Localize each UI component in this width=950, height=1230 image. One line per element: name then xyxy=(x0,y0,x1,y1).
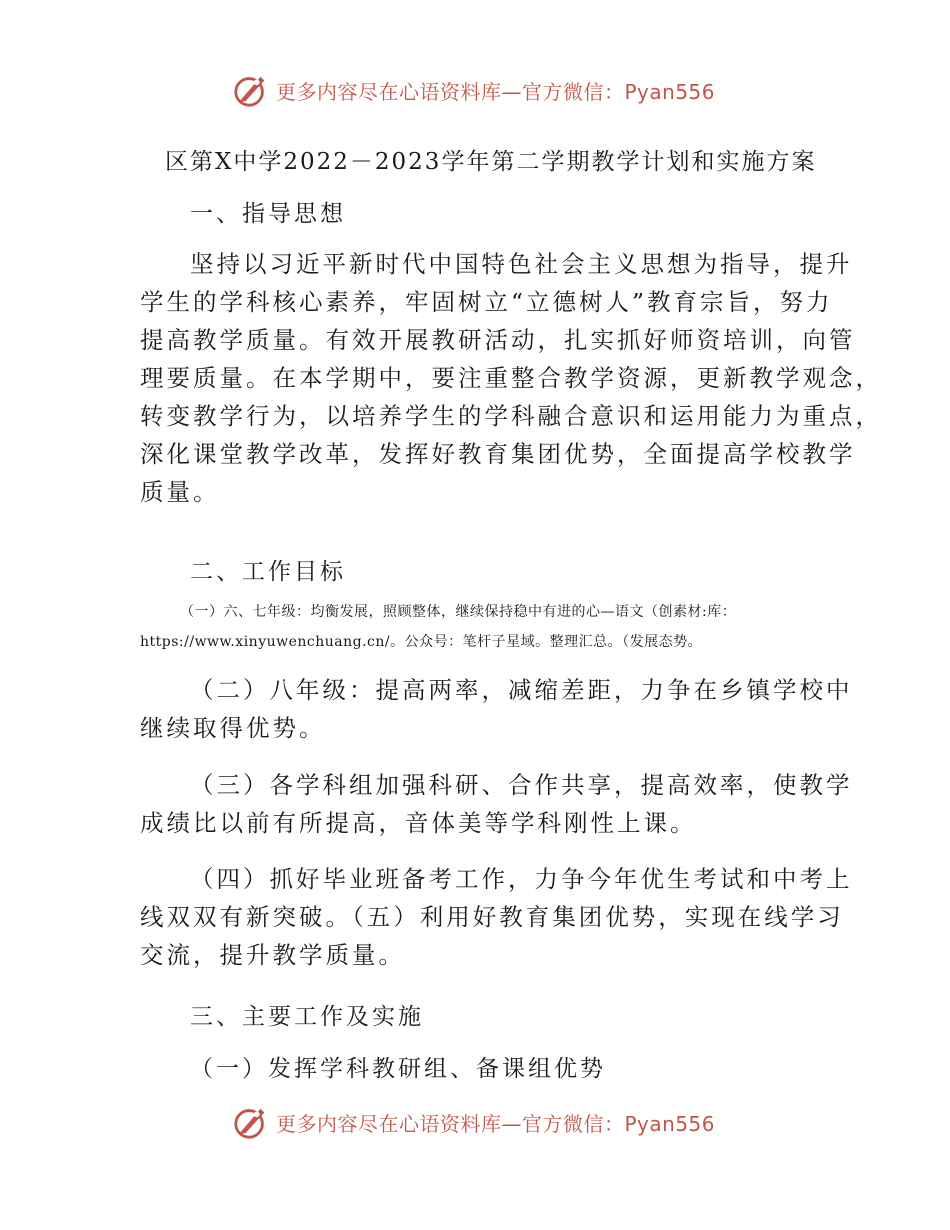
goal-4-paragraph xyxy=(140,860,853,974)
paragraph-line: 转变教学行为，以培养学生的学科融合意识和运用能力为重点， xyxy=(140,402,882,430)
goal-3-paragraph xyxy=(140,766,853,842)
section-heading-3: 三、主要工作及实施 xyxy=(190,1004,424,1030)
paragraph-line: 继续取得优势。 xyxy=(140,714,326,742)
document-title: 区第X中学2022－2023学年第二学期教学计划和实施方案 xyxy=(165,149,817,175)
header-banner xyxy=(232,70,715,110)
subsection-heading: （一）发挥学科教研组、备课组优势 xyxy=(190,1056,606,1082)
banner-text: 更多内容尽在心语资料库—官方微信：Pyan556 xyxy=(276,1111,716,1136)
paragraph-line: https://www.xinyuwenchuang.cn/。公众号：笔杆子星域。整理汇总。（发展态势。 xyxy=(140,634,703,650)
paragraph-line: 线双双有新突破。（五）利用好教育集团优势，实现在线学习 xyxy=(140,903,844,931)
paragraph-line: （一）六、七年级：均衡发展，照顾整体，继续保持稳中有进的心—语文（创素材:库： xyxy=(180,604,737,620)
paragraph-line: 交流，提升教学质量。 xyxy=(140,941,405,969)
paragraph-line: （二）八年级：提高两率，减缩差距，力争在乡镇学校中 xyxy=(190,676,853,704)
paragraph-line: 坚持以习近平新时代中国特色社会主义思想为指导，提升 xyxy=(190,250,853,278)
paragraph-line: 学生的学科核心素养，牢固树立“立德树人”教育宗旨，努力 xyxy=(140,288,833,316)
goal-2-paragraph xyxy=(140,671,853,747)
quill-logo-icon xyxy=(232,71,270,109)
banner-text: 更多内容尽在心语资料库—官方微信：Pyan556 xyxy=(276,79,716,104)
paragraph-line: （四）抓好毕业班备考工作，力争今年优生考试和中考上 xyxy=(190,865,853,893)
paragraph-line: （三）各学科组加强科研、合作共享，提高效率，使教学 xyxy=(190,771,853,799)
goal-1-paragraph xyxy=(140,597,840,657)
paragraph-line: 提高教学质量。有效开展教研活动，扎实抓好师资培训，向管 xyxy=(140,326,856,354)
paragraph-line: 成绩比以前有所提高，音体美等学科刚性上课。 xyxy=(140,809,697,837)
paragraph-line: 质量。 xyxy=(140,478,220,506)
section-heading-2: 二、工作目标 xyxy=(190,559,346,585)
section-1-paragraph xyxy=(140,245,882,511)
paragraph-line: 深化课堂教学改革，发挥好教育集团优势，全面提高学校教学 xyxy=(140,440,856,468)
paragraph-line: 理要质量。在本学期中，要注重整合教学资源，更新教学观念， xyxy=(140,364,882,392)
section-heading-1: 一、指导思想 xyxy=(190,201,346,227)
footer-banner xyxy=(232,1102,715,1142)
quill-logo-icon xyxy=(232,1103,270,1141)
